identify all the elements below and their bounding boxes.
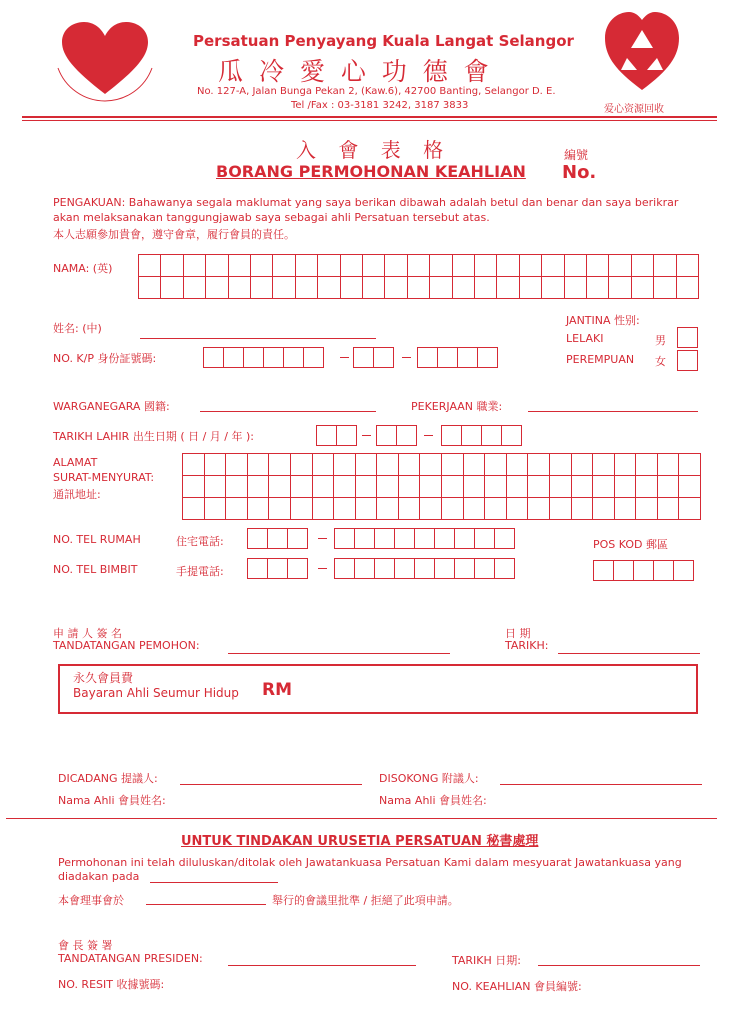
declaration-line-1: PENGAKUAN: Bahawanya segala maklumat yang saya berikan dibawah adalah betul dan benar dan saya berikrar (53, 196, 679, 209)
perempuan-checkbox[interactable] (677, 350, 698, 371)
tel-bimbit-number-boxes[interactable] (335, 558, 515, 579)
tel-rumah-number-boxes[interactable] (335, 528, 515, 549)
section-divider (6, 818, 717, 819)
lelaki-cn-label: 男 (655, 334, 666, 347)
keahlian-label: NO. KEAHLIAN 會員編號: (452, 980, 582, 993)
no-label-chinese: 編號 (564, 148, 589, 162)
meeting-date-cn-line[interactable] (146, 904, 266, 905)
org-address: No. 127-A, Jalan Bunga Pekan 2, (Kaw.6), 42700 Banting, Selangor D. E. (197, 86, 556, 97)
perempuan-label: PEREMPUAN (566, 353, 635, 366)
fee-malay: Bayaran Ahli Seumur Hidup (73, 686, 239, 700)
nama-ahli-1-label: Nama Ahli 會員姓名: (58, 794, 166, 807)
office-cn-prefix: 本會理事會於 (58, 894, 124, 907)
office-heading: UNTUK TINDAKAN URUSETIA PERSATUAN 秘書處理 (181, 834, 539, 849)
ic-label: NO. K/P 身份証號碼: (53, 352, 157, 365)
perempuan-cn-label: 女 (655, 355, 666, 368)
fee-rm: RM (262, 680, 293, 700)
pekerjaan-line[interactable] (528, 411, 698, 412)
pekerjaan-label: PEKERJAAN 職業: (411, 400, 503, 413)
office-line-2: diadakan pada (58, 870, 140, 883)
dicadang-line[interactable] (180, 784, 362, 785)
meeting-date-line[interactable] (150, 882, 278, 883)
poskod-label: POS KOD 郵區 (593, 538, 669, 551)
heart-logo-icon (44, 8, 166, 112)
sign-cn-label: 申 請 人 簽 名 (53, 627, 122, 640)
alamat-boxes[interactable] (182, 453, 701, 520)
dicadang-label: DICADANG 提議人: (58, 772, 158, 785)
recycle-caption: 爱心资源回收 (604, 104, 664, 115)
alamat-label-1: ALAMAT (53, 456, 98, 469)
tarikh-lahir-label: TARIKH LAHIR 出生日期 ( 日 / 月 / 年 ): (53, 430, 254, 443)
disokong-line[interactable] (500, 784, 702, 785)
fee-chinese: 永久會員費 (73, 671, 134, 685)
tel-bimbit-prefix-boxes[interactable] (248, 558, 308, 579)
title-chinese: 入 會 表 格 (296, 138, 452, 162)
dob-day-boxes[interactable] (317, 425, 357, 446)
lelaki-checkbox[interactable] (677, 327, 698, 348)
nama-boxes[interactable] (138, 254, 699, 299)
recycle-heart-icon (603, 8, 681, 94)
sign-label: TANDATANGAN PEMOHON: (53, 639, 200, 652)
tel-rumah-cn-label: 住宅電話: (176, 535, 224, 548)
disokong-label: DISOKONG 附議人: (379, 772, 479, 785)
org-chinese-name: 瓜 冷 愛 心 功 德 會 (218, 57, 493, 86)
poskod-boxes[interactable] (594, 560, 694, 581)
title-malay: BORANG PERMOHONAN KEAHLIAN (216, 162, 526, 181)
ic-boxes-part-3[interactable] (418, 347, 498, 368)
dob-year-boxes[interactable] (442, 425, 522, 446)
declaration-line-3: 本人志願參加貴會，遵守會章，履行會員的責任。 (53, 228, 295, 241)
org-name: Persatuan Penyayang Kuala Langat Selangor (193, 32, 574, 50)
date-cn-label: 日 期 (505, 627, 531, 640)
no-label: No. (562, 162, 597, 183)
resit-label: NO. RESIT 收據號碼: (58, 978, 165, 991)
nama-ahli-2-label: Nama Ahli 會員姓名: (379, 794, 487, 807)
ic-boxes-part-1[interactable] (204, 347, 324, 368)
tel-bimbit-cn-label: 手提電話: (176, 565, 224, 578)
ic-boxes-part-2[interactable] (354, 347, 394, 368)
president-label: TANDATANGAN PRESIDEN: (58, 952, 203, 965)
jantina-label: JANTINA 性别: (566, 314, 640, 327)
tel-rumah-label: NO. TEL RUMAH (53, 533, 141, 546)
tel-bimbit-label: NO. TEL BIMBIT (53, 563, 138, 576)
declaration-line-2: akan melaksanakan tanggungjawab saya sebagai ahli Persatuan tersebut atas. (53, 211, 490, 224)
date-label: TARIKH: (505, 639, 549, 652)
sign-line[interactable] (228, 653, 450, 654)
warganegara-label: WARGANEGARA 國籍: (53, 400, 170, 413)
alamat-label-2: SURAT-MENYURAT: (53, 471, 155, 484)
office-line-1: Permohonan ini telah diluluskan/ditolak oleh Jawatankuasa Persatuan Kami dalam mesyuarat Jawatankuasa yang (58, 856, 682, 869)
chinese-name-line[interactable] (140, 338, 376, 339)
lelaki-label: LELAKI (566, 332, 604, 345)
president-cn-label: 會 長 簽 署 (58, 939, 113, 952)
warganegara-line[interactable] (200, 411, 376, 412)
office-tarikh-line[interactable] (538, 965, 700, 966)
org-phone: Tel /Fax : 03-3181 3242, 3187 3833 (291, 100, 469, 111)
dob-month-boxes[interactable] (377, 425, 417, 446)
date-line[interactable] (558, 653, 700, 654)
alamat-label-3: 通訊地址: (53, 488, 101, 501)
chinese-name-label: 姓名: (中) (53, 322, 102, 335)
office-tarikh-label: TARIKH 日期: (452, 954, 521, 967)
office-cn-suffix: 舉行的會議里批準 / 拒絕了此項申請。 (272, 894, 459, 907)
president-line[interactable] (228, 965, 416, 966)
tel-rumah-prefix-boxes[interactable] (248, 528, 308, 549)
nama-label: NAMA: (英) (53, 262, 113, 275)
